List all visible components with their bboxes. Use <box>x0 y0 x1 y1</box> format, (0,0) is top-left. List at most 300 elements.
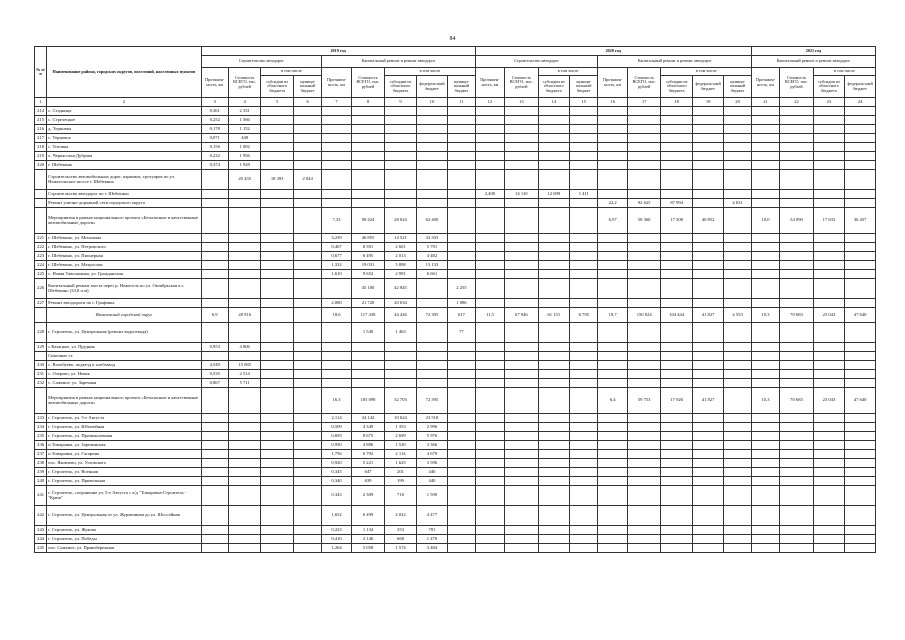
table-row <box>35 323 876 343</box>
column-index-cell: 23 <box>813 98 844 107</box>
cell-col-5 <box>261 143 293 152</box>
cell-col-3: 0,953 <box>201 343 228 352</box>
cell-col-8: 5 221 <box>351 459 385 468</box>
cell-col-3: 6,9 <box>201 308 228 323</box>
cell-col-14 <box>538 535 569 544</box>
row-number: 238 <box>35 459 47 468</box>
cell-col-7 <box>322 379 351 388</box>
cell-col-16: 18,7 <box>598 308 627 323</box>
cell-col-6 <box>293 208 321 234</box>
cell-col-13 <box>505 544 539 553</box>
year-2020: 2020 год <box>475 47 751 56</box>
cell-col-21 <box>751 361 779 370</box>
cell-col-19 <box>692 199 723 208</box>
cell-col-8: 2 309 <box>351 486 385 506</box>
cell-col-9 <box>385 125 416 134</box>
cell-col-12 <box>475 477 504 486</box>
cell-col-22 <box>780 423 814 432</box>
row-number: 241 <box>35 486 47 506</box>
cell-col-17 <box>627 361 661 370</box>
column-index-cell: 8 <box>351 98 385 107</box>
cell-col-18 <box>661 252 692 261</box>
cell-col-13 <box>505 170 539 190</box>
cell-col-24 <box>845 152 876 161</box>
cell-col-8 <box>351 107 385 116</box>
table-row <box>35 161 876 170</box>
cell-col-13 <box>505 234 539 243</box>
row-number: 214 <box>35 107 47 116</box>
row-name: г. Строитель, ул. Центральная от ул. Журавлиная до ул. Шоссейная <box>47 506 201 526</box>
cell-col-12 <box>475 170 504 190</box>
cell-col-5 <box>261 107 293 116</box>
cell-col-8 <box>351 134 385 143</box>
cell-col-21 <box>751 535 779 544</box>
cell-col-16 <box>598 323 627 343</box>
cell-col-11 <box>448 261 475 270</box>
cell-col-6 <box>293 526 321 535</box>
cell-col-24 <box>845 535 876 544</box>
cell-col-24 <box>845 450 876 459</box>
h-length: Протяжен-ность, км <box>475 68 504 98</box>
row-name: д. Терновка <box>47 125 201 134</box>
row-number: 240 <box>35 477 47 486</box>
cell-col-21 <box>751 243 779 252</box>
cell-col-10 <box>416 170 447 190</box>
cell-col-14 <box>538 352 569 361</box>
cell-col-16 <box>598 361 627 370</box>
h-municipal: муници-пальный бюджет <box>570 76 598 98</box>
cell-col-18 <box>661 535 692 544</box>
cell-col-3 <box>201 234 228 243</box>
cell-col-21 <box>751 506 779 526</box>
cell-col-4: 4 806 <box>228 343 260 352</box>
cell-col-12 <box>475 468 504 477</box>
cell-col-8 <box>351 379 385 388</box>
cell-col-4 <box>228 299 260 308</box>
cell-col-4 <box>228 208 260 234</box>
column-index-cell: 14 <box>538 98 569 107</box>
cell-col-8 <box>351 116 385 125</box>
cell-col-6 <box>293 152 321 161</box>
cell-col-19: 41 827 <box>692 308 723 323</box>
cell-col-5 <box>261 299 293 308</box>
cell-col-23 <box>813 299 844 308</box>
cell-col-22 <box>780 414 814 423</box>
cell-col-3 <box>201 252 228 261</box>
cell-col-12 <box>475 261 504 270</box>
cell-col-21 <box>751 252 779 261</box>
cell-col-22 <box>780 261 814 270</box>
cell-col-17 <box>627 441 661 450</box>
row-name: с. Стрелецкое <box>47 116 201 125</box>
cell-col-13 <box>505 261 539 270</box>
cell-col-4 <box>228 477 260 486</box>
cell-col-4: 28 916 <box>228 308 260 323</box>
cell-col-16 <box>598 125 627 134</box>
cell-col-21 <box>751 477 779 486</box>
row-name: п.Томаровка, ул. Гагарина <box>47 450 201 459</box>
cell-col-16 <box>598 152 627 161</box>
cell-col-7: 1,610 <box>322 270 351 279</box>
cell-col-17 <box>627 468 661 477</box>
row-number: 234 <box>35 423 47 432</box>
h-subsidy: субсидии из областного бюджета <box>813 76 844 98</box>
cell-col-15 <box>570 459 598 468</box>
table-row <box>35 468 876 477</box>
cell-col-5 <box>261 423 293 432</box>
cell-col-13 <box>505 370 539 379</box>
cell-col-23 <box>813 414 844 423</box>
cell-col-17 <box>627 544 661 553</box>
cell-col-23 <box>813 535 844 544</box>
cell-col-22 <box>780 134 814 143</box>
cell-col-21: 10,3 <box>751 388 779 414</box>
row-name: с. Титовка <box>47 143 201 152</box>
cell-col-5 <box>261 432 293 441</box>
cell-col-8: 19 031 <box>351 261 385 270</box>
cell-col-16: 6,97 <box>598 208 627 234</box>
table-row <box>35 361 876 370</box>
cell-col-11 <box>448 352 475 361</box>
cell-col-23 <box>813 432 844 441</box>
cell-col-9 <box>385 352 416 361</box>
cell-col-4: 2 514 <box>228 370 260 379</box>
cell-col-23: 23 043 <box>813 388 844 414</box>
cell-col-9 <box>385 343 416 352</box>
cell-col-16 <box>598 432 627 441</box>
cell-col-10 <box>416 152 447 161</box>
cell-col-8 <box>351 361 385 370</box>
cell-col-7: 1,332 <box>322 261 351 270</box>
cell-col-10: 23 518 <box>416 414 447 423</box>
cell-col-12: 11,5 <box>475 308 504 323</box>
cell-col-23 <box>813 361 844 370</box>
cell-col-3: 0,535 <box>201 370 228 379</box>
cell-col-14 <box>538 323 569 343</box>
cell-col-10 <box>416 352 447 361</box>
cell-col-10 <box>416 299 447 308</box>
row-number: 239 <box>35 468 47 477</box>
cell-col-21 <box>751 190 779 199</box>
cell-col-10 <box>416 370 447 379</box>
cell-col-6 <box>293 199 321 208</box>
cell-col-18 <box>661 261 692 270</box>
cell-col-14 <box>538 477 569 486</box>
cell-col-12: 2,400 <box>475 190 504 199</box>
cell-col-16 <box>598 107 627 116</box>
cell-col-21 <box>751 270 779 279</box>
cell-col-16 <box>598 261 627 270</box>
cell-col-10 <box>416 361 447 370</box>
cell-col-9 <box>385 116 416 125</box>
row-number: 215 <box>35 116 47 125</box>
cell-col-19 <box>692 486 723 506</box>
cell-col-7 <box>322 107 351 116</box>
cell-col-11 <box>448 506 475 526</box>
cell-col-20 <box>724 361 751 370</box>
cell-col-10: 72 395 <box>416 308 447 323</box>
cell-col-24 <box>845 526 876 535</box>
cell-col-18 <box>661 477 692 486</box>
cell-col-12 <box>475 486 504 506</box>
cell-col-8 <box>351 143 385 152</box>
cell-col-7: 0,467 <box>322 243 351 252</box>
cell-col-22 <box>780 441 814 450</box>
cell-col-10 <box>416 116 447 125</box>
cell-col-20 <box>724 208 751 234</box>
cell-col-7 <box>322 190 351 199</box>
row-name: с. Саженое, ул. Заречная <box>47 379 201 388</box>
cell-col-6 <box>293 323 321 343</box>
row-name: Строительство автомобильных дорог, парковок, тротуаров по ул. Нежегольское шоссе г. Шебекино <box>47 170 201 190</box>
cell-col-6 <box>293 477 321 486</box>
cell-col-3 <box>201 468 228 477</box>
cell-col-16 <box>598 116 627 125</box>
cell-col-14 <box>538 279 569 299</box>
cell-col-3 <box>201 190 228 199</box>
cell-col-11 <box>448 161 475 170</box>
cell-col-17 <box>627 152 661 161</box>
column-index-cell: 24 <box>845 98 876 107</box>
cell-col-23 <box>813 270 844 279</box>
cell-col-23 <box>813 152 844 161</box>
cell-col-6 <box>293 125 321 134</box>
cell-col-23 <box>813 486 844 506</box>
cell-col-6 <box>293 352 321 361</box>
cell-col-19 <box>692 279 723 299</box>
cell-col-9 <box>385 107 416 116</box>
cell-col-13 <box>505 388 539 414</box>
cell-col-23 <box>813 143 844 152</box>
cell-col-18 <box>661 370 692 379</box>
cell-col-11 <box>448 441 475 450</box>
cell-col-22 <box>780 107 814 116</box>
cell-col-24 <box>845 125 876 134</box>
cell-col-17: 92 625 <box>627 199 661 208</box>
cell-col-11 <box>448 388 475 414</box>
cell-col-17 <box>627 279 661 299</box>
cell-col-19 <box>692 352 723 361</box>
cell-col-4 <box>228 388 260 414</box>
h-including: в том числе <box>661 68 751 76</box>
cell-col-17 <box>627 535 661 544</box>
cell-col-14 <box>538 388 569 414</box>
cell-col-21 <box>751 199 779 208</box>
cell-col-4 <box>228 323 260 343</box>
cell-col-13 <box>505 199 539 208</box>
cell-col-20 <box>724 161 751 170</box>
cell-col-9: 353 <box>385 526 416 535</box>
cell-col-3 <box>201 299 228 308</box>
cell-col-18 <box>661 506 692 526</box>
cell-col-3: 0,232 <box>201 152 228 161</box>
cell-col-13 <box>505 143 539 152</box>
column-index-cell: 15 <box>570 98 598 107</box>
cell-col-10 <box>416 161 447 170</box>
cell-col-7: 0,410 <box>322 535 351 544</box>
cell-col-17 <box>627 134 661 143</box>
cell-col-16 <box>598 486 627 506</box>
cell-col-22 <box>780 506 814 526</box>
cell-col-12 <box>475 299 504 308</box>
cell-col-5 <box>261 161 293 170</box>
roads-register-table <box>34 46 876 553</box>
column-index-cell: 6 <box>293 98 321 107</box>
cell-col-13 <box>505 107 539 116</box>
cell-col-18 <box>661 450 692 459</box>
cell-col-13 <box>505 116 539 125</box>
cell-col-22 <box>780 379 814 388</box>
h-including: в том числе <box>261 68 322 76</box>
cell-col-9 <box>385 143 416 152</box>
cell-col-22 <box>780 270 814 279</box>
cell-col-7 <box>322 170 351 190</box>
cell-col-6 <box>293 468 321 477</box>
cell-col-5 <box>261 243 293 252</box>
cell-col-9: 2 991 <box>385 270 416 279</box>
cell-col-16 <box>598 279 627 299</box>
cell-col-10: 1 590 <box>416 486 447 506</box>
cell-col-5 <box>261 506 293 526</box>
cell-col-21 <box>751 352 779 361</box>
cell-col-20 <box>724 279 751 299</box>
cell-col-13 <box>505 486 539 506</box>
cell-col-12 <box>475 352 504 361</box>
cell-col-11 <box>448 270 475 279</box>
cell-col-18 <box>661 279 692 299</box>
cell-col-14 <box>538 134 569 143</box>
cell-col-20 <box>724 459 751 468</box>
cell-col-21 <box>751 125 779 134</box>
row-name: г. Шебекино, ул. Пионерная <box>47 252 201 261</box>
cell-col-13 <box>505 379 539 388</box>
cell-col-18 <box>661 379 692 388</box>
cell-col-20 <box>724 544 751 553</box>
cell-col-21 <box>751 116 779 125</box>
cell-col-7: 0,340 <box>322 477 351 486</box>
cell-col-21 <box>751 414 779 423</box>
cell-col-4 <box>228 270 260 279</box>
cell-col-20 <box>724 134 751 143</box>
cell-col-22 <box>780 343 814 352</box>
cell-col-4 <box>228 252 260 261</box>
cell-col-9: 10 624 <box>385 414 416 423</box>
cell-col-7: 3,239 <box>322 234 351 243</box>
cell-col-15 <box>570 107 598 116</box>
cell-col-16: 22,2 <box>598 199 627 208</box>
cell-col-8: 6 499 <box>351 506 385 526</box>
cell-col-15 <box>570 134 598 143</box>
cell-col-9: 1 520 <box>385 441 416 450</box>
cell-col-4 <box>228 261 260 270</box>
cell-col-15 <box>570 414 598 423</box>
cell-col-9: 2 022 <box>385 506 416 526</box>
cell-col-14: 12 699 <box>538 190 569 199</box>
column-index-cell: 7 <box>322 98 351 107</box>
cell-col-20 <box>724 352 751 361</box>
cell-col-12 <box>475 370 504 379</box>
cell-col-22 <box>780 234 814 243</box>
cell-col-8: 4 349 <box>351 423 385 432</box>
cell-col-15 <box>570 252 598 261</box>
cell-col-23: 23 043 <box>813 308 844 323</box>
cell-col-3: 0,374 <box>201 161 228 170</box>
cell-col-12 <box>475 161 504 170</box>
cell-col-11 <box>448 170 475 190</box>
cell-col-8: 5 058 <box>351 544 385 553</box>
cell-col-10: 13 133 <box>416 261 447 270</box>
table-row <box>35 234 876 243</box>
cell-col-21 <box>751 143 779 152</box>
cell-col-6 <box>293 535 321 544</box>
row-name: Сквозные ст. <box>47 352 201 361</box>
cell-col-6 <box>293 361 321 370</box>
cell-col-21 <box>751 486 779 506</box>
cell-col-17 <box>627 450 661 459</box>
cell-col-7: 0,693 <box>322 432 351 441</box>
cell-col-22 <box>780 199 814 208</box>
cell-col-7: 18,6 <box>322 308 351 323</box>
cell-col-17 <box>627 270 661 279</box>
cell-col-7: 1,652 <box>322 506 351 526</box>
cell-col-17 <box>627 116 661 125</box>
column-index-cell: 22 <box>780 98 814 107</box>
cell-col-20 <box>724 432 751 441</box>
row-number: 228 <box>35 323 47 343</box>
row-name: с. Озерово, ул. Новая <box>47 370 201 379</box>
cell-col-14 <box>538 161 569 170</box>
row-number <box>35 199 47 208</box>
table-row <box>35 270 876 279</box>
cell-col-5 <box>261 459 293 468</box>
cell-col-17 <box>627 526 661 535</box>
h-cost: Стоимость ВСЕГО, тыс. рублей <box>351 68 385 98</box>
cell-col-3 <box>201 477 228 486</box>
cell-col-11 <box>448 116 475 125</box>
cell-col-15 <box>570 388 598 414</box>
h-cost: Стоимость ВСЕГО, тыс. рублей <box>780 68 814 98</box>
cell-col-7 <box>322 161 351 170</box>
h-federal: федераль-ный бюджет <box>845 76 876 98</box>
cell-col-11 <box>448 423 475 432</box>
cell-col-3 <box>201 352 228 361</box>
cell-col-24: 47 640 <box>845 308 876 323</box>
h-federal: федераль-ный бюджет <box>692 76 723 98</box>
cell-col-20 <box>724 125 751 134</box>
cell-col-13 <box>505 423 539 432</box>
cell-col-5 <box>261 323 293 343</box>
cell-col-23 <box>813 190 844 199</box>
table-row <box>35 190 876 199</box>
row-name: Капитальный ремонт моста через р. Нежеголь по ул. Октябрьская в г. Шебекино (33,8 п.м) <box>47 279 201 299</box>
cell-col-9: 201 <box>385 468 416 477</box>
cell-col-23 <box>813 459 844 468</box>
cell-col-18 <box>661 414 692 423</box>
cell-col-20 <box>724 526 751 535</box>
cell-col-23 <box>813 343 844 352</box>
cell-col-19 <box>692 468 723 477</box>
cell-col-13 <box>505 252 539 261</box>
cell-col-3 <box>201 544 228 553</box>
table-row <box>35 152 876 161</box>
row-name: г. Строитель, ул. Привольная <box>47 477 201 486</box>
cell-col-11 <box>448 107 475 116</box>
cell-col-13 <box>505 152 539 161</box>
cell-col-8: 6 495 <box>351 252 385 261</box>
cell-col-20 <box>724 190 751 199</box>
cell-col-9: 44 426 <box>385 308 416 323</box>
cell-col-12 <box>475 243 504 252</box>
